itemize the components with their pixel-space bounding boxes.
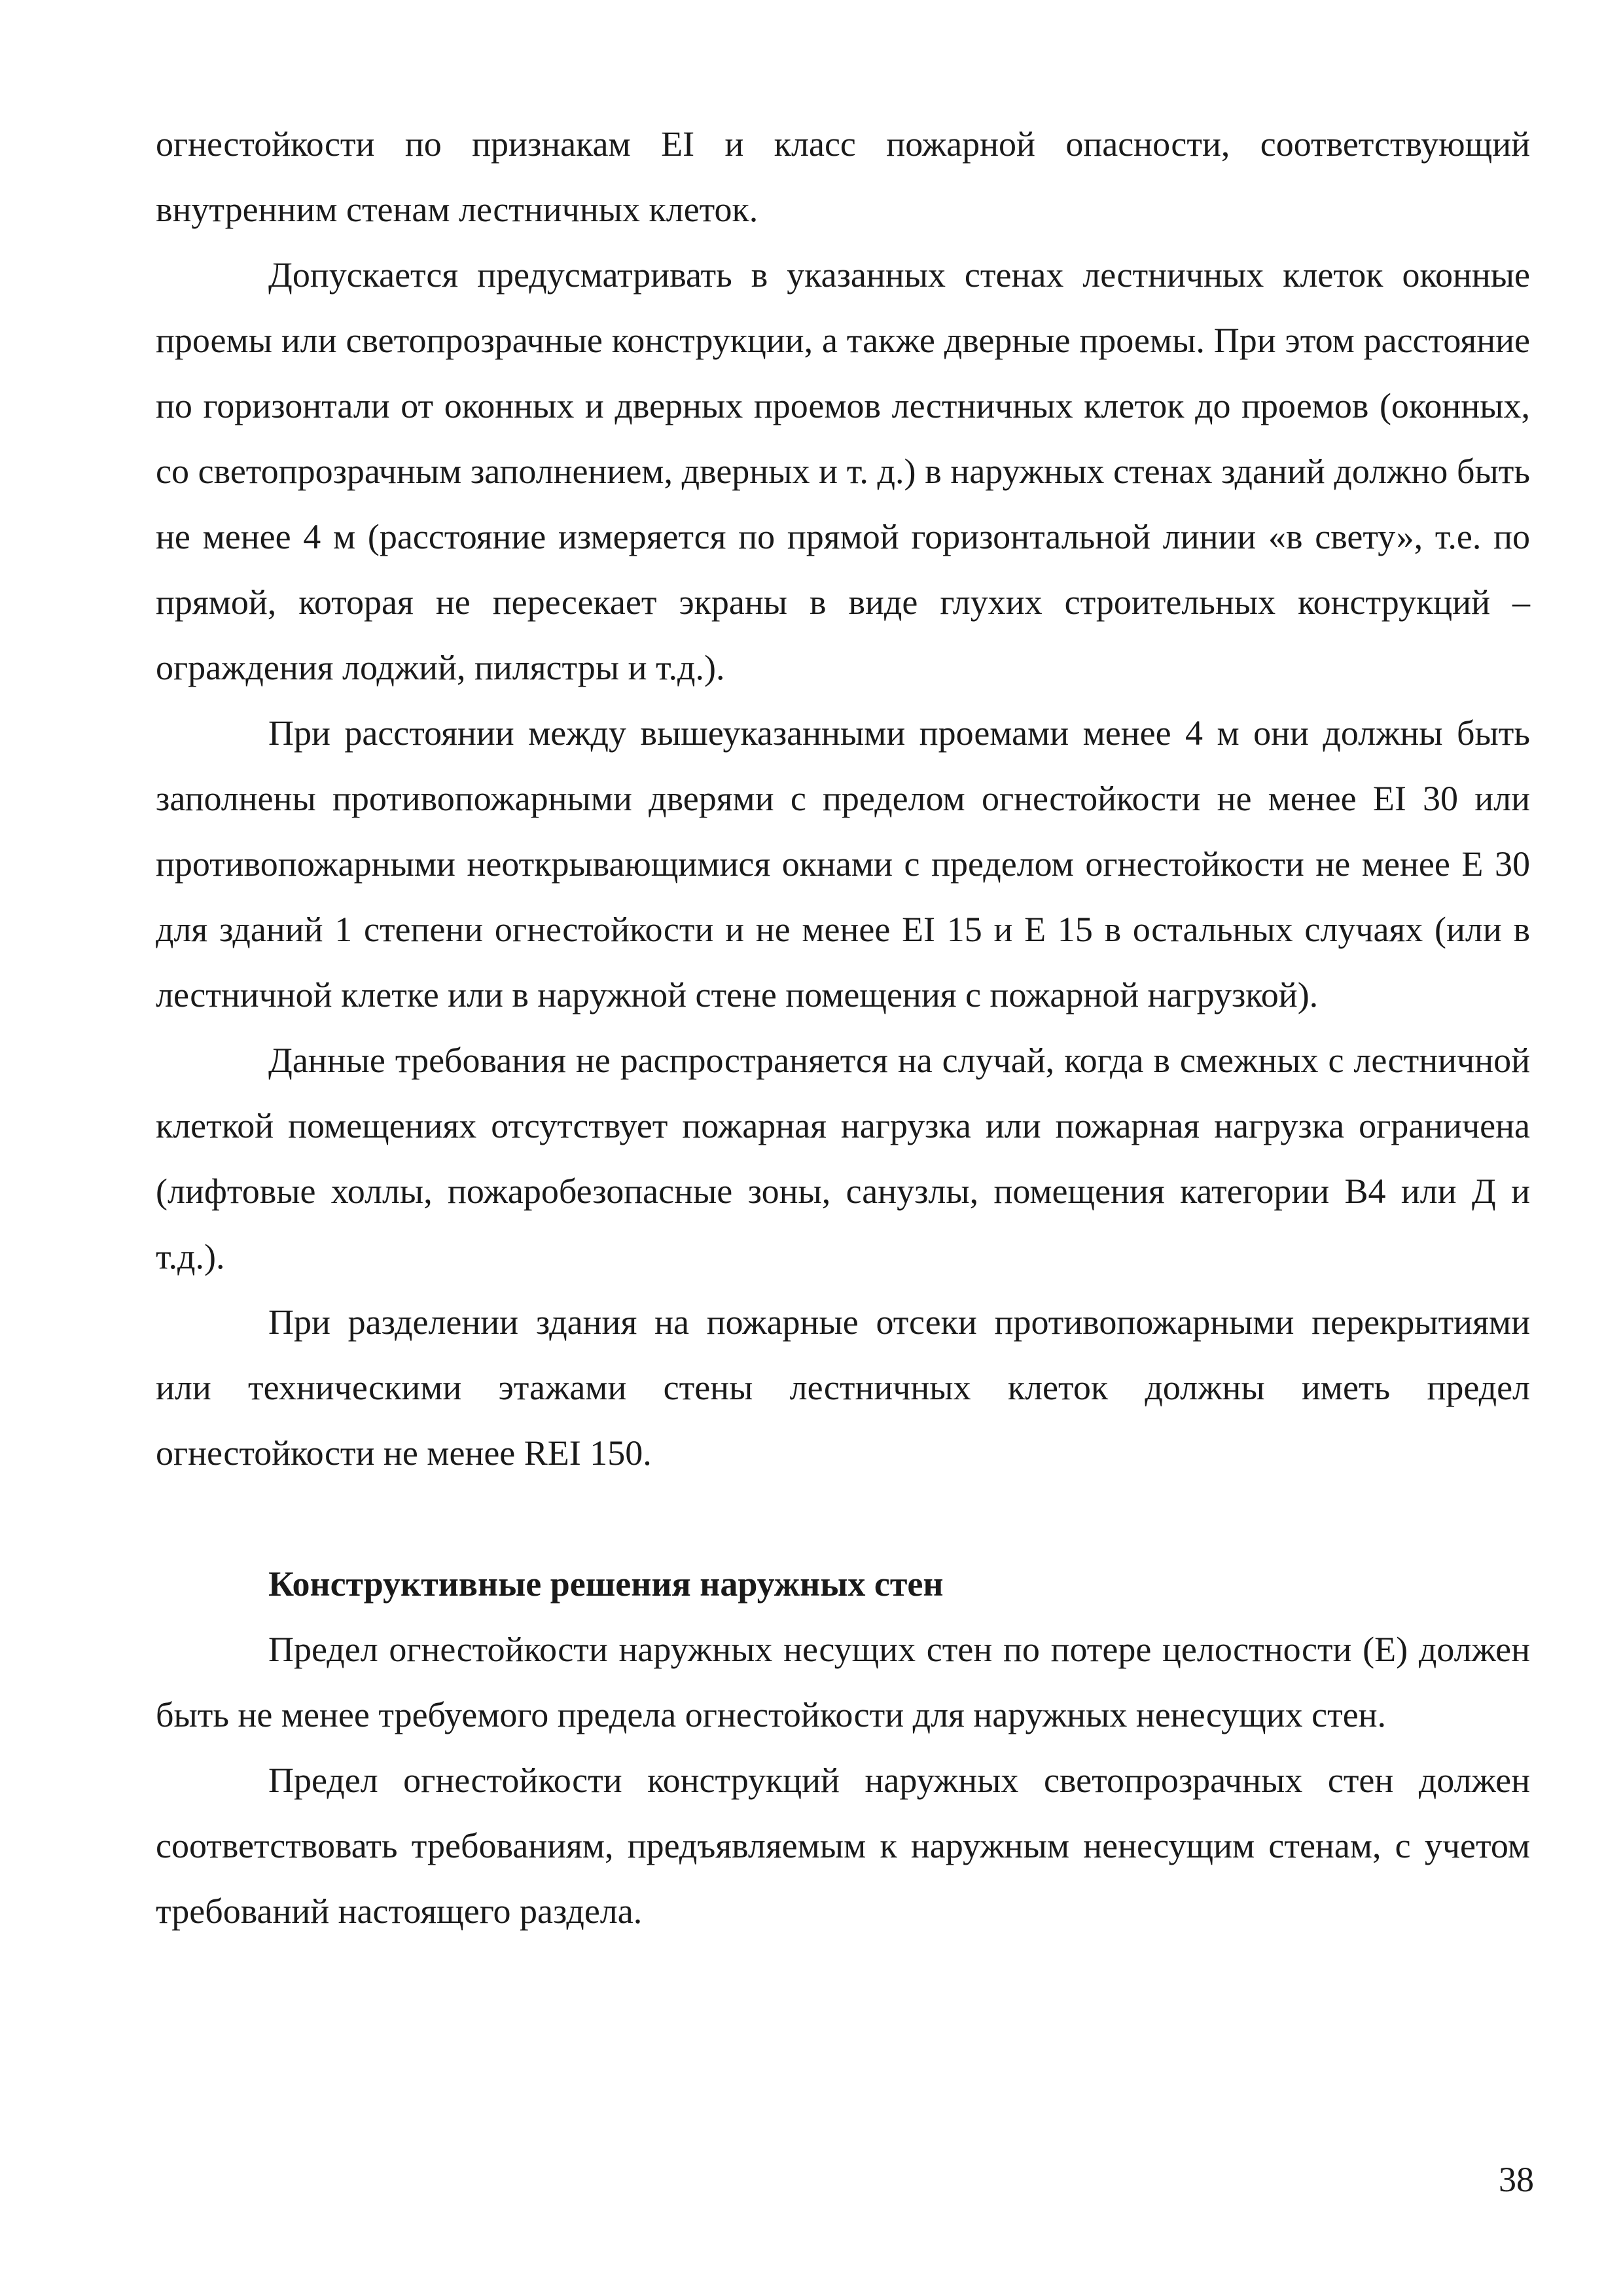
- paragraph-requirement-exceptions: Данные требования не распространяется на случай, когда в смежных с лестничной клеткой помещениях отсутствует пожарная нагрузка или пожарная нагрузка ограничена (лифтовые холлы, пожаробезопасные зоны, санузлы, помещения категории В4 или Д и т.д.).: [156, 1041, 1530, 1276]
- page-number: 38: [1499, 2160, 1534, 2199]
- paragraph-load-bearing-walls: Предел огнестойкости наружных несущих стен по потере целостности (Е) должен быть не менее требуемого предела огнестойкости для наружных ненесущих стен.: [156, 1630, 1530, 1734]
- document-page: [156, 111, 1530, 1944]
- paragraph-distance-less-than-4m: При расстоянии между вышеуказанными проемами менее 4 м они должны быть заполнены противопожарными дверями с пределом огнестойкости не менее EI 30 или противопожарными неоткрывающимися окнами с пределом огнестойкости не менее Е 30 для зданий 1 степени огнестойкости и не менее EI 15 и Е 15 в остальных случаях (или в лестничной клетке или в наружной стене помещения с пожарной нагрузкой).: [156, 713, 1530, 1014]
- paragraph-translucent-walls: Предел огнестойкости конструкций наружных светопрозрачных стен должен соответствовать требованиям, предъявляемым к наружным ненесущим стенам, с учетом требований настоящего раздела.: [156, 1761, 1530, 1931]
- section-heading: Конструктивные решения наружных стен: [268, 1564, 944, 1604]
- paragraph-openings-in-stairwell-walls: Допускается предусматривать в указанных стенах лестничных клеток оконные проемы или светопрозрачные конструкции, а также дверные проемы. При этом расстояние по горизонтали от оконных и дверных проемов лестничных клеток до проемов (оконных, со светопрозрачным заполнением, дверных и т. д.) в наружных стенах зданий должно быть не менее 4 м (расстояние измеряется по прямой горизонтальной линии «в свету», т.е. по прямой, которая не пересекает экраны в виде глухих строительных конструкций – ограждения лоджий, пилястры и т.д.).: [156, 255, 1530, 687]
- paragraph-continuation: огнестойкости по признакам EI и класс пожарной опасности, соответствующий внутренним стенам лестничных клеток.: [156, 124, 1530, 229]
- paragraph-fire-compartments: При разделении здания на пожарные отсеки противопожарными перекрытиями или техническими этажами стены лестничных клеток должны иметь предел огнестойкости не менее REI 150.: [156, 1302, 1530, 1473]
